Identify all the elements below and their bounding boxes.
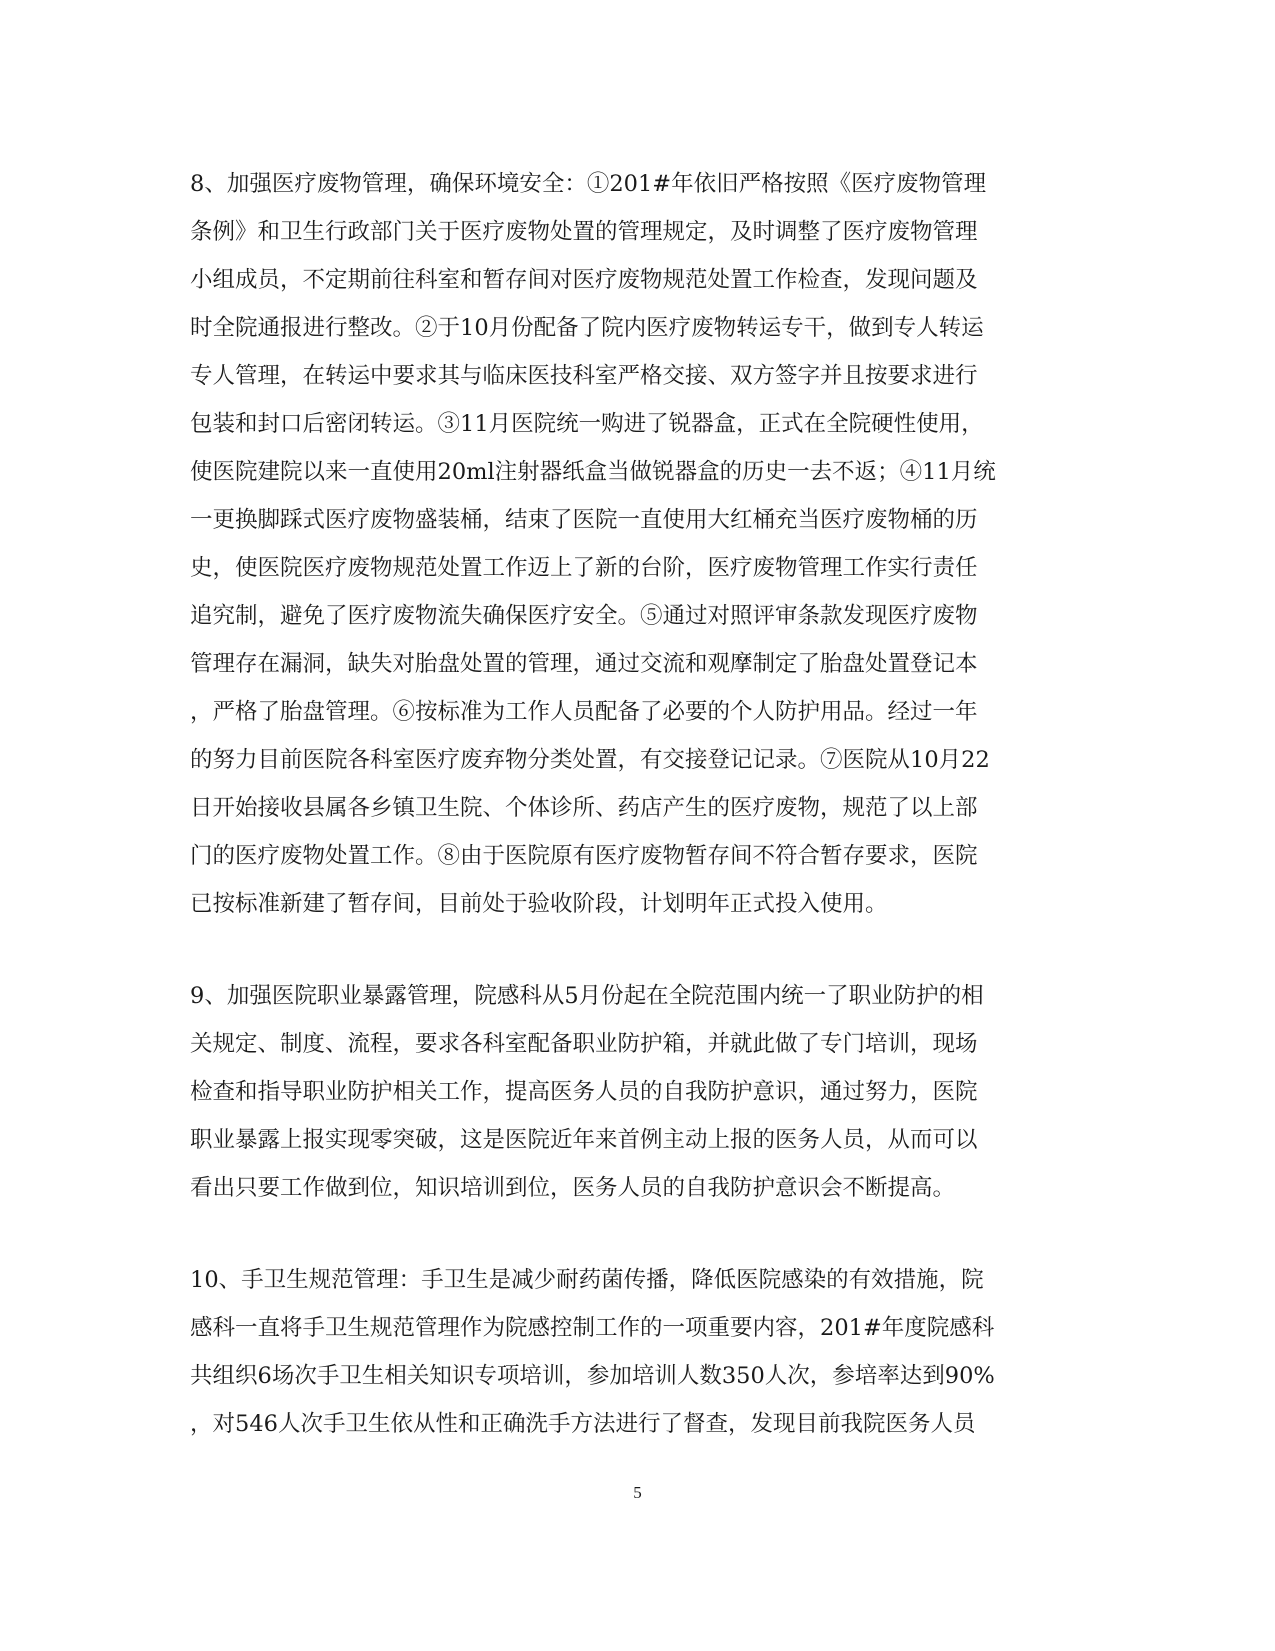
text-line: 追究制，避免了医疗废物流失确保医疗安全。⑤通过对照评审条款发现医疗废物 (190, 603, 978, 629)
paragraph-gap (190, 1212, 1070, 1256)
text-line: 史，使医院医疗废物规范处置工作迈上了新的台阶，医疗废物管理工作实行责任 (190, 555, 978, 581)
text-line: 时全院通报进行整改。②于10月份配备了院内医疗废物转运专干，做到专人转运 (190, 315, 984, 341)
paragraph-medical-waste (190, 160, 1070, 928)
text-line: ，对546人次手卫生依从性和正确洗手方法进行了督查，发现目前我院医务人员 (190, 1411, 976, 1437)
text-line: 门的医疗废物处置工作。⑧由于医院原有医疗废物暂存间不符合暂存要求，医院 (190, 843, 978, 869)
text-line: 9、加强医院职业暴露管理，院感科从5月份起在全院范围内统一了职业防护的相 (190, 983, 984, 1009)
text-line: ，严格了胎盘管理。⑥按标准为工作人员配备了必要的个人防护用品。经过一年 (190, 699, 978, 725)
text-line: 包装和封口后密闭转运。③11月医院统一购进了锐器盒，正式在全院硬性使用， (190, 411, 984, 437)
text-line: 小组成员，不定期前往科室和暂存间对医疗废物规范处置工作检查，发现问题及 (190, 267, 978, 293)
paragraph-hand-hygiene (190, 1256, 1070, 1448)
text-line: 职业暴露上报实现零突破，这是医院近年来首例主动上报的医务人员，从而可以 (190, 1127, 978, 1153)
text-line: 管理存在漏洞，缺失对胎盘处置的管理，通过交流和观摩制定了胎盘处置登记本 (190, 651, 978, 677)
paragraph-gap (190, 928, 1070, 972)
text-line: 共组织6场次手卫生相关知识专项培训，参加培训人数350人次，参培率达到90% (190, 1363, 995, 1389)
text-line: 条例》和卫生行政部门关于医疗废物处置的管理规定，及时调整了医疗废物管理 (190, 219, 978, 245)
text-line: 一更换脚踩式医疗废物盛装桶，结束了医院一直使用大红桶充当医疗废物桶的历 (190, 507, 978, 533)
text-line: 专人管理，在转运中要求其与临床医技科室严格交接、双方签字并且按要求进行 (190, 363, 978, 389)
text-line: 10、手卫生规范管理：手卫生是减少耐药菌传播，降低医院感染的有效措施，院 (190, 1267, 984, 1293)
text-line: 关规定、制度、流程，要求各科室配备职业防护箱，并就此做了专门培训，现场 (190, 1031, 978, 1057)
text-line: 8、加强医疗废物管理，确保环境安全：①201#年依旧严格按照《医疗废物管理 (190, 171, 987, 197)
text-line: 使医院建院以来一直使用20ml注射器纸盒当做锐器盒的历史一去不返；④11月统 (190, 459, 996, 485)
page-number: 5 (633, 1483, 642, 1502)
text-line: 日开始接收县属各乡镇卫生院、个体诊所、药店产生的医疗废物，规范了以上部 (190, 795, 978, 821)
text-line: 的努力目前医院各科室医疗废弃物分类处置，有交接登记记录。⑦医院从10月22 (190, 747, 990, 773)
text-line: 检查和指导职业防护相关工作，提高医务人员的自我防护意识，通过努力，医院 (190, 1079, 978, 1105)
document-body (190, 160, 1070, 1448)
text-line: 感科一直将手卫生规范管理作为院感控制工作的一项重要内容，201#年度院感科 (190, 1315, 995, 1341)
text-line: 已按标准新建了暂存间，目前处于验收阶段，计划明年正式投入使用。 (190, 891, 888, 917)
text-line: 看出只要工作做到位，知识培训到位，医务人员的自我防护意识会不断提高。 (190, 1175, 956, 1201)
paragraph-occupational-exposure (190, 972, 1070, 1212)
